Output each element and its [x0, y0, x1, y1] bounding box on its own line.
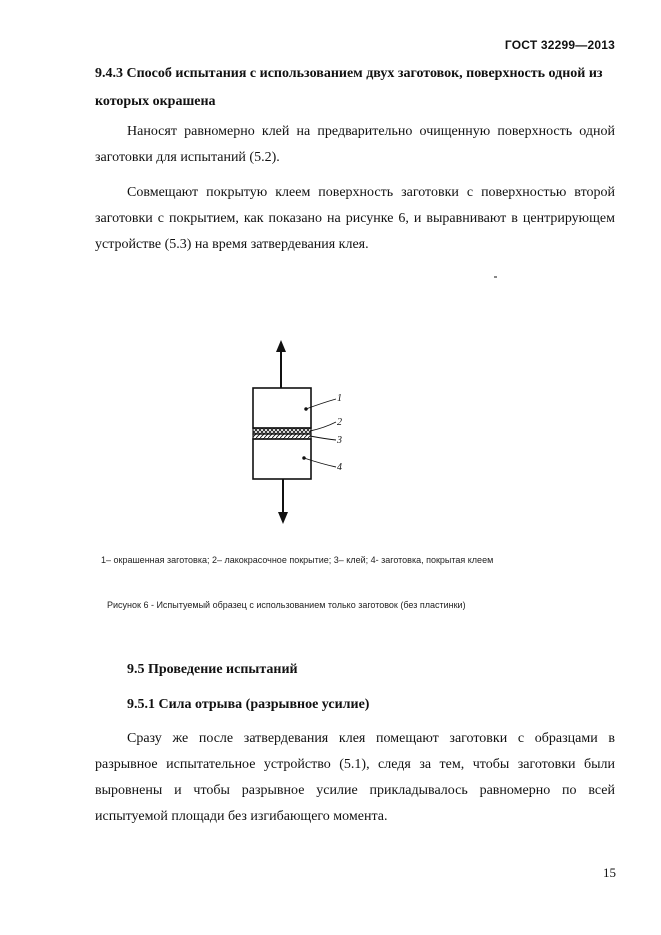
adhesive-coated-blank-block: [253, 439, 311, 479]
section-9-5-title: 9.5 Проведение испытаний: [127, 662, 298, 677]
painted-blank-block: [253, 388, 311, 428]
section-9-5-1-paragraph: Сразу же после затвердевания клея помещают заготовки с образцами в разрывное испытательное устройство (5.1), следя за тем, чтобы заготовки были выровнены и чтобы разрывное усилие прикладывалось равномерно по всей испытуемой площади без изгибающего момента.: [95, 731, 615, 824]
figure-title: Рисунок 6 - Испытуемый образец с использованием только заготовок (без пластинки): [107, 600, 466, 610]
scan-artifact: [494, 276, 497, 278]
figure-label-3: 3: [337, 435, 342, 446]
figure-legend: 1– окрашенная заготовка; 2– лакокрасочное покрытие; 3– клей; 4- заготовка, покрытая клеем: [101, 555, 494, 565]
paint-coating-layer: [253, 428, 311, 434]
pull-up-arrow: [276, 340, 286, 388]
figure-label-1: 1: [337, 393, 342, 404]
section-9-5-1-title: 9.5.1 Сила отрыва (разрывное усилие): [127, 697, 370, 712]
section-9-4-3-paragraph-2: Совмещают покрытую клеем поверхность заготовки с поверхностью второй заготовки с покрытием, как показано на рисунке 6, и выравнивают в центрирующем устройстве (5.3) на время затвердевания клея.: [95, 185, 615, 252]
pull-down-arrow: [278, 479, 288, 524]
section-9-4-3-title: 9.4.3 Способ испытания с использованием двух заготовок, поверхность одной из которых окрашена: [95, 66, 603, 109]
page-number: 15: [603, 865, 616, 880]
figure-6: [240, 330, 380, 535]
specimen-diagram: [240, 330, 380, 530]
section-9-4-3-paragraph-1: Наносят равномерно клей на предварительно очищенную поверхность одной заготовки для испытаний (5.2).: [95, 124, 615, 165]
figure-label-4: 4: [337, 462, 342, 473]
figure-label-2: 2: [337, 417, 342, 428]
document-header: ГОСТ 32299—2013: [504, 38, 615, 52]
